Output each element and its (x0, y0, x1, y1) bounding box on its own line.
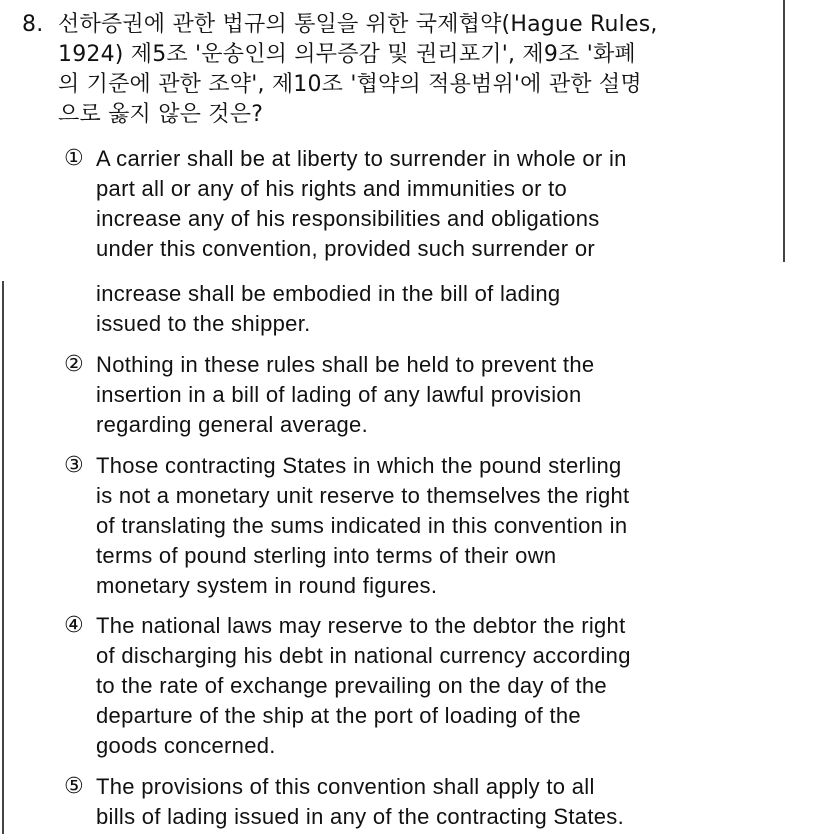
option-marker-2: ② (63, 352, 85, 377)
option-2[interactable] (60, 350, 770, 440)
option-line: The national laws may reserve to the debtor the right (96, 613, 626, 638)
option-marker-1: ① (63, 146, 85, 171)
option-line: of discharging his debt in national currency according (96, 643, 631, 668)
option-line: under this convention, provided such surrender or (96, 236, 595, 261)
option-line: A carrier shall be at liberty to surrender in whole or in (96, 146, 627, 171)
option-line: regarding general average. (96, 412, 368, 437)
option-5[interactable] (60, 772, 770, 832)
option-line: The provisions of this convention shall apply to all (96, 774, 595, 799)
option-line: terms of pound sterling into terms of their own (96, 543, 557, 568)
option-1[interactable] (60, 144, 770, 264)
option-1-continued[interactable] (60, 279, 770, 339)
option-line: is not a monetary unit reserve to themselves the right (96, 483, 630, 508)
question-number: 8. (22, 12, 44, 37)
question-line: 으로 옳지 않은 것은? (58, 102, 264, 127)
option-line: monetary system in round figures. (96, 573, 438, 598)
option-3[interactable] (60, 451, 770, 601)
option-line: Those contracting States in which the pound sterling (96, 453, 622, 478)
option-line: bills of lading issued in any of the contracting States. (96, 804, 624, 829)
question-line: 1924) 제5조 '운송인의 의무증감 및 권리포기', 제9조 '화폐 (58, 42, 636, 67)
option-line: insertion in a bill of lading of any lawful provision (96, 382, 582, 407)
option-line: Nothing in these rules shall be held to prevent the (96, 352, 595, 377)
option-line: part all or any of his rights and immunities or to (96, 176, 568, 201)
option-line: departure of the ship at the port of loading of the (96, 703, 581, 728)
question-line: 선하증권에 관한 법규의 통일을 위한 국제협약(Hague Rules, (58, 12, 658, 37)
option-line: increase any of his responsibilities and obligations (96, 206, 600, 231)
option-line: goods concerned. (96, 733, 276, 758)
option-marker-3: ③ (63, 453, 85, 478)
option-line: of translating the sums indicated in this convention in (96, 513, 628, 538)
option-line: issued to the shipper. (96, 311, 311, 336)
question-stem (22, 10, 767, 130)
column-divider-left (2, 281, 4, 834)
option-line: to the rate of exchange prevailing on the day of the (96, 673, 607, 698)
question-line: 의 기준에 관한 조약', 제10조 '협약의 적용범위'에 관한 설명 (58, 72, 642, 97)
option-line: increase shall be embodied in the bill of lading (96, 281, 561, 306)
option-marker-4: ④ (63, 613, 85, 638)
option-4[interactable] (60, 611, 770, 761)
column-divider-right (783, 0, 785, 262)
option-marker-5: ⑤ (63, 774, 85, 799)
